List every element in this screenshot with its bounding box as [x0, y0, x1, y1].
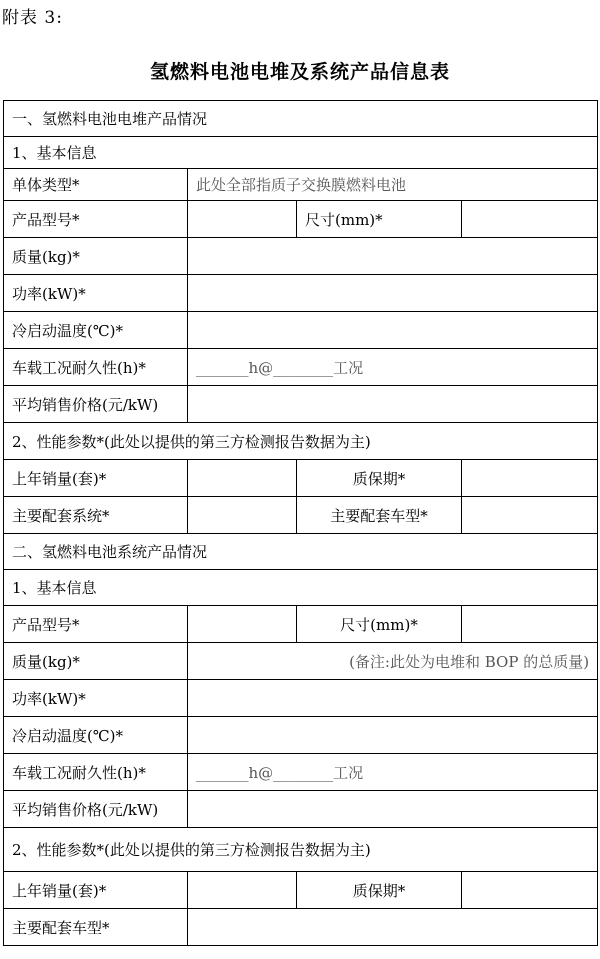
system-power-field[interactable]	[188, 680, 598, 717]
system-cold-start-row	[4, 717, 598, 754]
stack-price-field[interactable]	[188, 386, 598, 423]
system-section-row	[4, 534, 598, 570]
system-price-field[interactable]	[188, 791, 598, 828]
stack-vehicle-label: 主要配套车型*	[297, 497, 462, 534]
system-basic-row	[4, 570, 598, 606]
system-mass-note[interactable]: (备注:此处为电堆和 BOP 的总质量)	[188, 643, 598, 680]
stack-sales-label: 上年销量(套)*	[4, 460, 188, 497]
stack-mass-row	[4, 238, 598, 275]
system-model-row	[4, 606, 598, 643]
system-cold-start-label: 冷启动温度(℃)*	[4, 717, 188, 754]
system-price-row	[4, 791, 598, 828]
system-warranty-field[interactable]	[462, 872, 598, 909]
system-perf-title: 2、性能参数*(此处以提供的第三方检测报告数据为主)	[4, 828, 598, 872]
system-model-field[interactable]	[188, 606, 297, 643]
appendix-label: 附表 3:	[2, 8, 63, 28]
stack-cold-start-row	[4, 312, 598, 349]
stack-model-label: 产品型号*	[4, 201, 188, 238]
system-durability-field[interactable]: _______h@________工况	[188, 754, 598, 791]
stack-model-row	[4, 201, 598, 238]
stack-warranty-label: 质保期*	[297, 460, 462, 497]
system-vehicle-label: 主要配套车型*	[4, 909, 188, 946]
stack-power-label: 功率(kW)*	[4, 275, 188, 312]
stack-pairing-row	[4, 497, 598, 534]
stack-sales-row	[4, 460, 598, 497]
system-sales-label: 上年销量(套)*	[4, 872, 188, 909]
system-durability-label: 车载工况耐久性(h)*	[4, 754, 188, 791]
system-warranty-label: 质保期*	[297, 872, 462, 909]
system-vehicle-field[interactable]	[188, 909, 598, 946]
system-power-row	[4, 680, 598, 717]
system-price-label: 平均销售价格(元/kW)	[4, 791, 188, 828]
stack-system-label: 主要配套系统*	[4, 497, 188, 534]
stack-vehicle-field[interactable]	[462, 497, 598, 534]
stack-power-row	[4, 275, 598, 312]
system-perf-row	[4, 828, 598, 872]
stack-durability-field[interactable]: _______h@________工况	[188, 349, 598, 386]
stack-unit-type-label: 单体类型*	[4, 169, 188, 201]
system-size-label: 尺寸(mm)*	[297, 606, 462, 643]
stack-warranty-field[interactable]	[462, 460, 598, 497]
stack-durability-row	[4, 349, 598, 386]
stack-size-field[interactable]	[462, 201, 598, 238]
stack-durability-label: 车载工况耐久性(h)*	[4, 349, 188, 386]
stack-section-row	[4, 101, 598, 137]
stack-power-field[interactable]	[188, 275, 598, 312]
stack-size-label: 尺寸(mm)*	[297, 201, 462, 238]
system-section-title: 二、氢燃料电池系统产品情况	[4, 534, 598, 570]
system-sales-field[interactable]	[188, 872, 297, 909]
stack-mass-field[interactable]	[188, 238, 598, 275]
stack-cold-start-label: 冷启动温度(℃)*	[4, 312, 188, 349]
system-cold-start-field[interactable]	[188, 717, 598, 754]
system-basic-title: 1、基本信息	[4, 570, 598, 606]
stack-unit-type-row	[4, 169, 598, 201]
system-mass-row	[4, 643, 598, 680]
stack-unit-type-value[interactable]: 此处全部指质子交换膜燃料电池	[188, 169, 598, 201]
stack-perf-row	[4, 423, 598, 460]
product-info-table	[3, 100, 598, 946]
document-title: 氢燃料电池电堆及系统产品信息表	[149, 61, 450, 83]
system-sales-row	[4, 872, 598, 909]
system-mass-label: 质量(kg)*	[4, 643, 188, 680]
stack-system-field[interactable]	[188, 497, 297, 534]
stack-basic-title: 1、基本信息	[4, 137, 598, 169]
stack-section-title: 一、氢燃料电池电堆产品情况	[4, 101, 598, 137]
stack-sales-field[interactable]	[188, 460, 297, 497]
system-size-field[interactable]	[462, 606, 598, 643]
system-power-label: 功率(kW)*	[4, 680, 188, 717]
stack-cold-start-field[interactable]	[188, 312, 598, 349]
stack-mass-label: 质量(kg)*	[4, 238, 188, 275]
system-durability-row	[4, 754, 598, 791]
system-vehicle-row	[4, 909, 598, 946]
stack-basic-row	[4, 137, 598, 169]
system-model-label: 产品型号*	[4, 606, 188, 643]
stack-perf-title: 2、性能参数*(此处以提供的第三方检测报告数据为主)	[4, 423, 598, 460]
stack-price-row	[4, 386, 598, 423]
stack-price-label: 平均销售价格(元/kW)	[4, 386, 188, 423]
stack-model-field[interactable]	[188, 201, 297, 238]
